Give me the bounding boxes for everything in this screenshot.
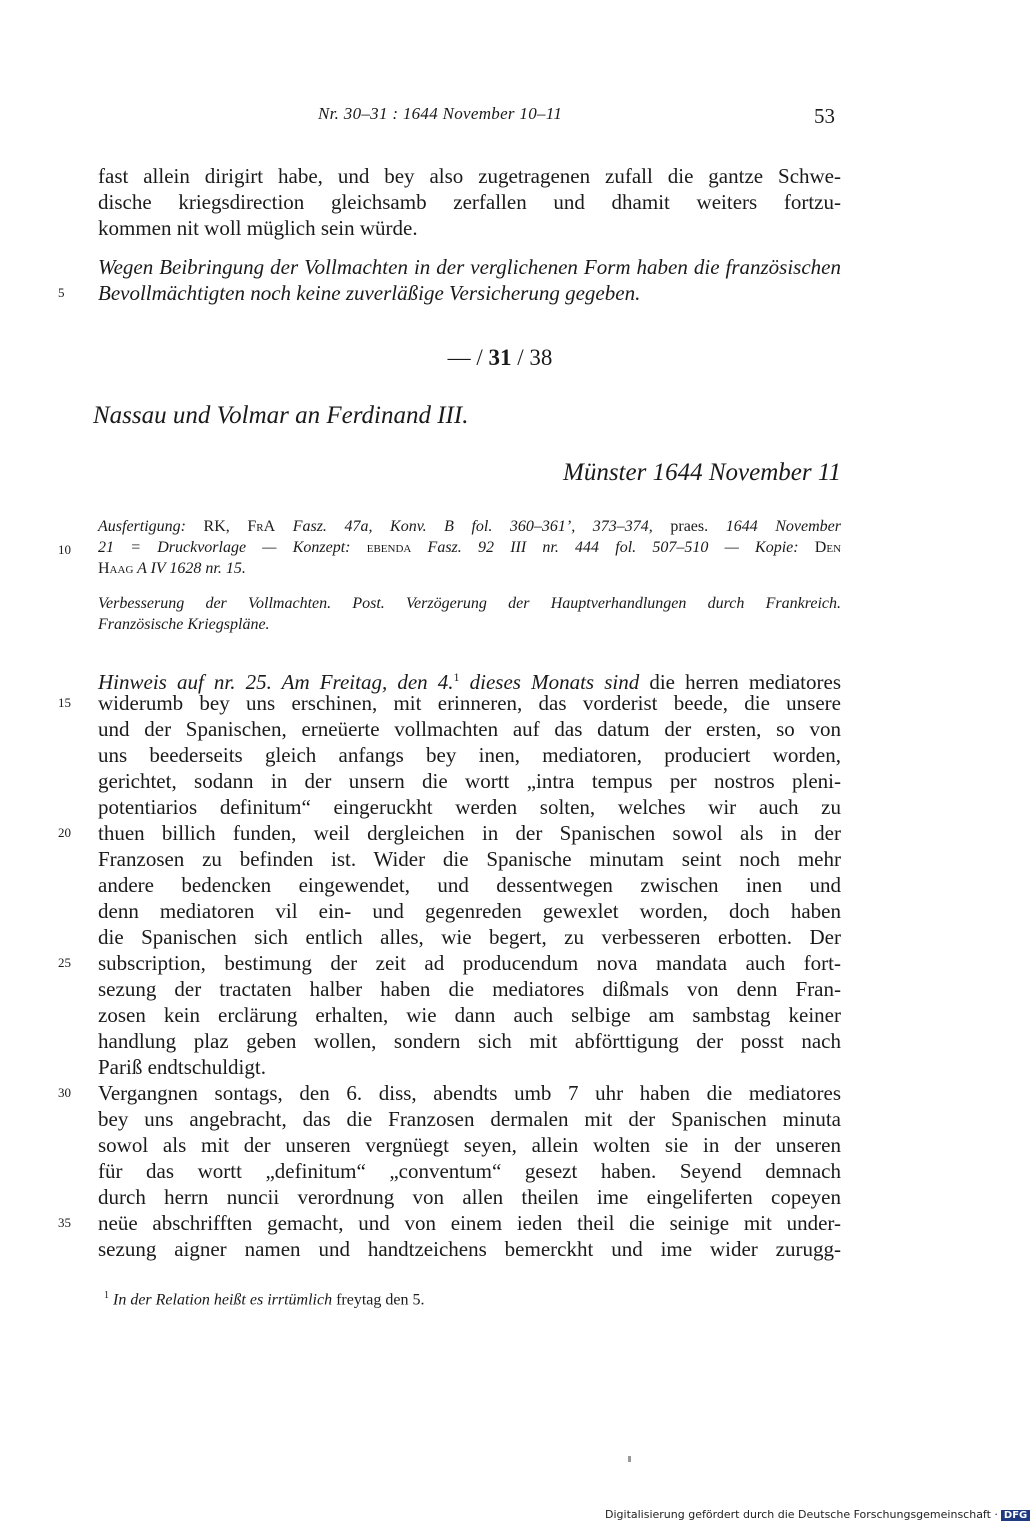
footnote-ref: 1 [453, 670, 460, 684]
body-line: andere bedencken eingewendet, und dessentwegen zwischen inen und [98, 873, 841, 897]
line-number: 20 [58, 825, 71, 840]
source-date: 1644 November [725, 518, 841, 535]
source-archive: ebenda [366, 539, 412, 556]
credit-text: Digitalisierung gefördert durch die Deutsche Forschungsgemeinschaft · [605, 1508, 998, 1521]
source-text: Fasz. 47a, Konv. B fol. 360–361’, 373–374, [275, 518, 653, 535]
footnote [104, 1290, 424, 1309]
summary-line: Bevollmächtigten noch keine zuverläßige Versicherung gegeben. [98, 281, 641, 305]
body-line: zosen kein erclärung erhalten, wie dann auch selbige am sambstag keiner [98, 1003, 841, 1027]
source-text: A IV 1628 nr. 15. [133, 560, 246, 577]
source-archive: FrA [247, 518, 276, 535]
source-text: 21 = Druckvorlage — Konzept: [98, 539, 367, 556]
body-line: sezung der tractaten halber haben die mediatores dißmals von denn Fran- [98, 977, 841, 1001]
source-archive: Den [814, 539, 842, 556]
regest-line: Verbesserung der Vollmachten. Post. Verzögerung der Hauptverhandlungen durch Frankreich. [98, 595, 841, 612]
source-archive: Haag [98, 560, 134, 577]
source-text: praes. [652, 518, 726, 535]
doc-number-sep: / [517, 345, 524, 370]
body-line: handlung plaz geben wollen, sondern sich mit abförttigung der posst nach [98, 1029, 841, 1053]
body-line: die Spanischen sich entlich alles, wie begert, zu verbesseren erbotten. Der [98, 925, 841, 949]
source-line [98, 516, 841, 537]
source-text: Fasz. 92 III nr. 444 fol. 507–510 — Kopie: [411, 539, 815, 556]
line-number: 15 [58, 695, 71, 710]
footnote-text: freytag den 5. [332, 1291, 425, 1309]
source-line [98, 558, 841, 579]
page-number: 53 [814, 104, 835, 128]
body-line: gerichtet, sodann in der unsern die wortt „intra tempus per nostros pleni- [98, 769, 841, 793]
body-intro: dieses Monats sind [459, 670, 640, 694]
scan-speck [628, 1456, 631, 1462]
line-number: 10 [58, 542, 71, 557]
body-line: sowol als mit der unseren vergnüegt seyen, allein wolten sie in der unseren [98, 1133, 841, 1157]
footnote-mark: 1 [104, 1290, 109, 1301]
running-head: Nr. 30–31 : 1644 November 10–11 [318, 104, 563, 123]
body-intro: Hinweis auf nr. 25. Am Freitag, den 4. [98, 670, 454, 694]
footnote-text-italic: In der Relation heißt es irrtümlich [109, 1291, 333, 1309]
body-line: bey uns angebracht, das die Franzosen dermalen mit der Spanischen minuta [98, 1107, 841, 1131]
document-place-date: Münster 1644 November 11 [563, 459, 841, 486]
body-line: Pariß endtschuldigt. [98, 1055, 266, 1079]
source-label: Ausfertigung: [98, 518, 186, 535]
doc-number-ref: 38 [529, 345, 553, 370]
line-number: 25 [58, 955, 71, 970]
dfg-logo: DFG [1001, 1510, 1030, 1521]
body-line: subscription, bestimung der zeit ad producendum nova mandata auch fort- [98, 951, 841, 975]
regest-line: Französische Kriegspläne. [98, 616, 270, 633]
digitization-credit [605, 1508, 1030, 1521]
body-line: thuen billich funden, weil dergleichen in der Spanischen sowol als in der [98, 821, 841, 845]
line-number: 5 [58, 285, 65, 300]
body-line: denn mediatoren vil ein- und gegenreden gewexlet worden, doch haben [98, 899, 841, 923]
body-line: neüe abschrifften gemacht, und von einem ieden theil die seinige mit under- [98, 1211, 841, 1235]
summary-line: Wegen Beibringung der Vollmachten in der verglichenen Form haben die französischen [98, 255, 841, 279]
body-line: und der Spanischen, erneüerte vollmachten auf das datum der ersten, so von [98, 717, 841, 741]
body-line: Vergangnen sontags, den 6. diss, abendts umb 7 uhr haben die mediatores [98, 1081, 841, 1105]
line-number: 35 [58, 1215, 71, 1230]
doc-number-main: 31 [488, 345, 512, 370]
body-text: die herren mediatores [639, 670, 841, 694]
text-line: kommen nit woll müglich sein würde. [98, 216, 418, 240]
text-line: dische kriegsdirection gleichsamb zerfallen und dhamit weiters fortzu- [98, 190, 841, 214]
line-number: 30 [58, 1085, 71, 1100]
body-line: Franzosen zu befinden ist. Wider die Spanische minutam seint noch mehr [98, 847, 841, 871]
doc-number-dash: — / [447, 345, 483, 370]
source-text: RK, [186, 518, 248, 535]
source-line [98, 537, 841, 558]
body-line: durch herrn nuncii verordnung von allen theilen ime eingeliferten copeyen [98, 1185, 841, 1209]
body-line: widerumb bey uns erschinen, mit erinneren, das vorderist beede, die unsere [98, 691, 841, 715]
text-line: fast allein dirigirt habe, und bey also zugetragenen zufall die gantze Schwe- [98, 164, 841, 188]
body-line: uns beederseits gleich anfangs bey inen, mediatoren, produciert worden, [98, 743, 841, 767]
body-line: potentiarios definitum“ eingeruckht werden solten, welches wir auch zu [98, 795, 841, 819]
body-line: für das wortt „definitum“ „conventum“ gesezt haben. Seyend demnach [98, 1159, 841, 1183]
document-number [0, 345, 1000, 371]
document-title: Nassau und Volmar an Ferdinand III. [93, 402, 469, 429]
body-line: sezung aigner namen und handtzeichens bemerckht und ime wider zurugg- [98, 1237, 841, 1261]
